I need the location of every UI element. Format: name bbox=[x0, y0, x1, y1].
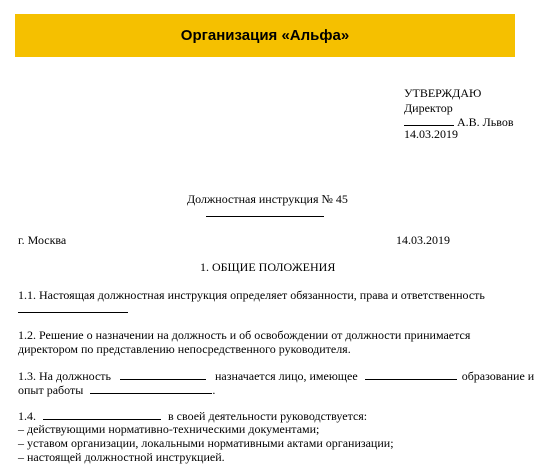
signature-line bbox=[404, 114, 454, 126]
list-item: – уставом организации, локальными нормативными актами организации; bbox=[18, 436, 394, 450]
organization-banner bbox=[15, 14, 515, 57]
list-item: – действующими нормативно-техническими документами; bbox=[18, 422, 320, 436]
paragraph-1-4-line1 bbox=[18, 408, 367, 423]
approval-date: 14.03.2019 bbox=[404, 127, 458, 141]
paragraph-1-2-line1: 1.2. Решение о назначении на должность и об освобождении от должности принимается bbox=[18, 328, 471, 342]
approval-heading: УТВЕРЖДАЮ bbox=[404, 86, 482, 100]
paragraph-1-3-a: 1.3. На должность bbox=[18, 369, 111, 383]
employee-blank bbox=[43, 408, 161, 420]
paragraph-1-4-b: в своей деятельности руководствуется: bbox=[168, 409, 368, 423]
approval-position: Директор bbox=[404, 101, 453, 115]
document-date: 14.03.2019 bbox=[396, 233, 450, 247]
list-item: – настоящей должностной инструкцией. bbox=[18, 450, 225, 464]
organization-title: Организация «Альфа» bbox=[180, 27, 350, 44]
document-city: г. Москва bbox=[18, 233, 67, 247]
paragraph-1-3-d: опыт работы bbox=[18, 383, 84, 397]
paragraph-1-3-c: образование и bbox=[461, 369, 535, 383]
section-title: 1. ОБЩИЕ ПОЛОЖЕНИЯ bbox=[200, 260, 336, 274]
paragraph-1-1-blank bbox=[18, 312, 128, 313]
approval-signer: А.В. Львов bbox=[457, 115, 514, 129]
paragraph-1-3-line1 bbox=[18, 368, 534, 383]
education-blank bbox=[365, 368, 457, 380]
paragraph-1-3-b: назначается лицо, имеющее bbox=[214, 369, 358, 383]
paragraph-1-2-line2: директором по представлению непосредственного руководителя. bbox=[18, 342, 351, 356]
experience-blank bbox=[90, 382, 212, 394]
paragraph-1-3-line2: опыт работы . bbox=[18, 383, 216, 397]
paragraph-1-1: 1.1. Настоящая должностная инструкция определяет обязанности, права и ответственность bbox=[18, 288, 485, 302]
position-blank bbox=[120, 368, 206, 380]
title-underline bbox=[206, 216, 324, 217]
paragraph-1-4-a: 1.4. bbox=[18, 409, 36, 423]
document-title: Должностная инструкция № 45 bbox=[187, 192, 348, 206]
